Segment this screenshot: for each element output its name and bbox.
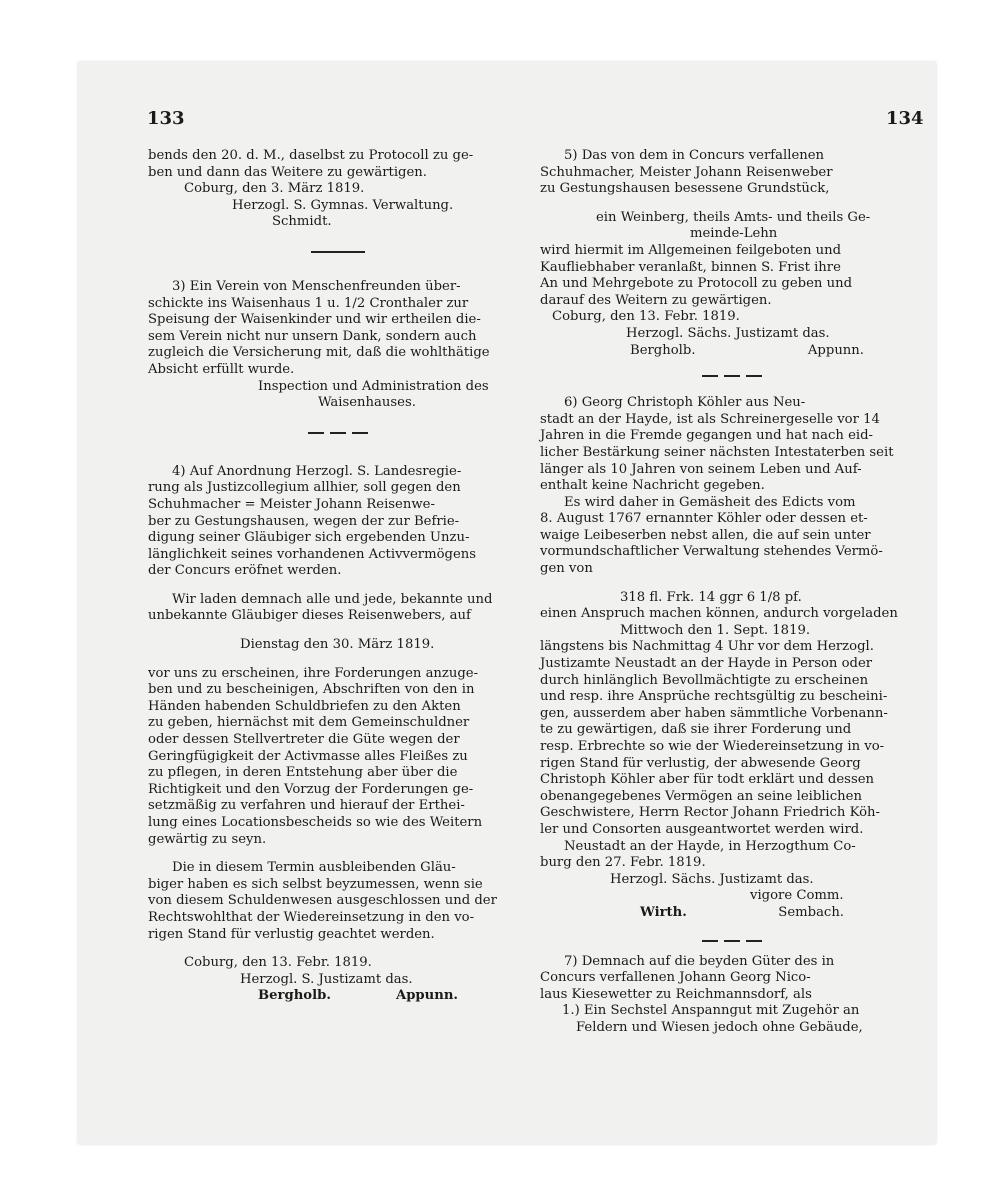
text-line: obenangegebenes Vermögen an seine leiblichen xyxy=(540,788,862,804)
text-line: enthalt keine Nachricht gegeben. xyxy=(540,478,765,494)
text-line: durch hinlänglich Bevollmächtigte zu erscheinen xyxy=(540,672,869,688)
text-line: ben und zu bescheinigen, Abschriften von den in xyxy=(148,682,475,698)
text-line: Speisung der Waisenkinder und wir ertheilen die- xyxy=(148,312,481,328)
text-line: licher Bestärkung seiner nächsten Intestaterben seit xyxy=(540,444,894,460)
text-line: zu Gestungshausen besessene Grundstück, xyxy=(540,181,830,197)
text-line: ler und Consorten ausgeantwortet werden wird. xyxy=(540,821,864,837)
text-line: von diesem Schuldenwesen ausgeschlossen und der xyxy=(148,893,497,909)
text-line: vormundschaftlicher Verwaltung stehendes Vermö- xyxy=(540,544,883,560)
text-line: laus Kiesewetter zu Reichmannsdorf, als xyxy=(540,986,812,1002)
notice-5 xyxy=(540,148,924,359)
section-divider xyxy=(148,432,528,434)
text-line: vor uns zu erscheinen, ihre Forderungen anzuge- xyxy=(148,665,479,681)
text-line: einen Anspruch machen können, andurch vorgeladen xyxy=(540,606,898,622)
text-line: Die in diesem Termin ausbleibenden Gläu- xyxy=(172,860,456,876)
signatory: Appunn. xyxy=(395,988,458,1004)
issuing-office: Herzogl. S. Gymnas. Verwaltung. xyxy=(232,197,454,213)
text-line: Wir laden demnach alle und jede, bekannte und xyxy=(172,591,493,607)
text-line: gen von xyxy=(540,561,593,577)
text-line: zugleich die Versicherung mit, daß die wohlthätige xyxy=(148,345,490,361)
text-line: rigen Stand für verlustig, der abwesende Georg xyxy=(540,755,861,771)
issuing-office: Herzogl. S. Justizamt das. xyxy=(240,971,413,987)
signatory: Bergholb. xyxy=(630,342,696,358)
place-date: Coburg, den 3. März 1819. xyxy=(184,181,365,197)
property-item: meinde-Lehn xyxy=(690,226,778,242)
text-line: 6) Georg Christoph Köhler aus Neu- xyxy=(564,395,806,411)
text-line: länglichkeit seines vorhandenen Activvermögens xyxy=(148,546,477,562)
text-line: bends den 20. d. M., daselbst zu Protocoll zu ge- xyxy=(148,148,474,163)
text-line: 3) Ein Verein von Menschenfreunden über- xyxy=(172,278,461,294)
issuing-office: Waisenhauses. xyxy=(318,395,416,411)
text-line: Justizamte Neustadt an der Hayde in Person oder xyxy=(540,656,873,672)
text-line: ben und dann das Weitere zu gewärtigen. xyxy=(148,164,427,180)
text-line: 4) Auf Anordnung Herzogl. S. Landesregie- xyxy=(172,463,462,479)
text-line: resp. Erbrechte so wie der Wiedereinsetzung in vo- xyxy=(540,739,885,754)
section-divider xyxy=(148,251,528,253)
text-line: stadt an der Hayde, ist als Schreinergeselle vor 14 xyxy=(540,411,880,427)
text-line: An und Mehrgebote zu Protocoll zu geben und xyxy=(540,276,853,292)
text-line: wird hiermit im Allgemeinen feilgeboten und xyxy=(540,242,842,258)
text-line: Schuhmacher = Meister Johann Reisenwe- xyxy=(148,496,435,512)
text-line: 5) Das von dem in Concurs verfallenen xyxy=(564,148,825,163)
page-number-left: 133 xyxy=(147,108,185,129)
text-line: Absicht erfüllt wurde. xyxy=(148,361,295,377)
signatory: Appunn. xyxy=(807,342,864,358)
right-column xyxy=(540,148,924,1037)
notice-3 xyxy=(148,279,528,412)
text-line: zu geben, hiernächst mit dem Gemeinschuldner xyxy=(148,715,470,731)
notice-continuation xyxy=(148,148,528,231)
text-line: der Concurs eröfnet werden. xyxy=(148,563,342,579)
text-line: oder dessen Stellvertreter die Güte wegen der xyxy=(148,732,460,748)
place-date: Coburg, den 13. Febr. 1819. xyxy=(552,309,740,325)
property-item: Feldern und Wiesen jedoch ohne Gebäude, xyxy=(576,1019,863,1035)
text-line: waige Leibeserben nebst allen, die auf sein unter xyxy=(540,527,871,543)
property-item: 1.) Ein Sechstel Anspanngut mit Zugehör an xyxy=(562,1003,860,1019)
text-line: schickte ins Waisenhaus 1 u. 1/2 Cronthaler zur xyxy=(148,295,469,311)
section-divider xyxy=(540,940,924,942)
text-line: zu pflegen, in deren Entstehung aber über die xyxy=(148,765,458,781)
text-line: Geschwistere, Herrn Rector Johann Friedrich Köh- xyxy=(540,805,880,821)
text-line: längstens bis Nachmittag 4 Uhr vor dem Herzogl. xyxy=(540,639,874,655)
text-line: rung als Justizcollegium allhier, soll gegen den xyxy=(148,480,461,496)
page-number-right: 134 xyxy=(886,108,924,129)
signatory: Schmidt. xyxy=(272,214,332,230)
signatory: Bergholb. xyxy=(258,988,331,1004)
text-line: setzmäßig zu verfahren und hierauf der Erthei- xyxy=(148,798,465,814)
place-date: Coburg, den 13. Febr. 1819. xyxy=(184,955,372,971)
signatory: Sembach. xyxy=(778,904,844,920)
text-line: gewärtig zu seyn. xyxy=(148,831,267,847)
section-divider xyxy=(540,375,924,377)
text-line: sem Verein nicht nur unsern Dank, sondern auch xyxy=(148,328,477,344)
text-line: Geringfügigkeit der Activmasse alles Fleißes zu xyxy=(148,748,468,764)
text-line: und resp. ihre Ansprüche rechtsgültig zu bescheini- xyxy=(540,689,888,705)
text-line: lung eines Locationsbescheids so wie des Weitern xyxy=(148,815,483,830)
text-line: darauf des Weitern zu gewärtigen. xyxy=(540,292,772,308)
left-column xyxy=(148,148,528,1005)
notice-7 xyxy=(540,954,924,1037)
text-line: Jahren in die Fremde gegangen und hat nach eid- xyxy=(540,428,873,444)
text-line: Richtigkeit und den Vorzug der Forderungen ge- xyxy=(148,781,474,797)
signatures xyxy=(148,988,528,1005)
text-line: rigen Stand für verlustig geachtet werden. xyxy=(148,926,435,942)
place-date: burg den 27. Febr. 1819. xyxy=(540,855,706,871)
text-line: biger haben es sich selbst beyzumessen, wenn sie xyxy=(148,876,483,892)
text-line: 8. August 1767 ernannter Köhler oder dessen et- xyxy=(540,511,868,527)
text-line: Händen habenden Schuldbriefen zu den Akten xyxy=(148,698,461,714)
signatures xyxy=(540,905,924,922)
text-line: unbekannte Gläubiger dieses Reisenwebers, auf xyxy=(148,608,471,624)
signatory: Wirth. xyxy=(640,904,687,920)
issuing-office: Herzogl. Sächs. Justizamt das. xyxy=(626,325,830,341)
text-line: gen, ausserdem aber haben sämmtliche Vorbenann- xyxy=(540,705,888,721)
text-line: länger als 10 Jahren von seinem Leben und Auf- xyxy=(540,461,862,477)
notice-4 xyxy=(148,464,528,1005)
text-line: Schuhmacher, Meister Johann Reisenweber xyxy=(540,164,833,180)
text-line: te zu gewärtigen, daß sie ihrer Forderung und xyxy=(540,722,852,738)
text-line: Es wird daher in Gemäsheit des Edicts vom xyxy=(564,494,856,510)
text-line: Rechtswohlthat der Wiedereinsetzung in den vo- xyxy=(148,909,475,925)
claim-amount: 318 fl. Frk. 14 ggr 6 1/8 pf. xyxy=(620,589,802,605)
text-line: 7) Demnach auf die beyden Güter des in xyxy=(564,953,835,969)
notice-6 xyxy=(540,395,924,921)
vigore-commission: vigore Comm. xyxy=(750,888,844,904)
issuing-office: Herzogl. Sächs. Justizamt das. xyxy=(610,871,814,887)
hearing-date: Dienstag den 30. März 1819. xyxy=(240,637,435,653)
text-line: Concurs verfallenen Johann Georg Nico- xyxy=(540,970,811,986)
issuing-office: Inspection und Administration des xyxy=(258,378,489,394)
text-line: Christoph Köhler aber für todt erklärt und dessen xyxy=(540,772,875,788)
property-item: ein Weinberg, theils Amts- und theils Ge- xyxy=(596,209,871,225)
text-line: ber zu Gestungshausen, wegen der zur Befrie- xyxy=(148,513,460,529)
text-line: Kaufliebhaber veranlaßt, binnen S. Frist ihre xyxy=(540,259,841,275)
text-line: digung seiner Gläubiger sich ergebenden Unzu- xyxy=(148,530,470,546)
place-date: Neustadt an der Hayde, in Herzogthum Co- xyxy=(564,838,856,854)
signatures xyxy=(540,343,924,360)
hearing-date: Mittwoch den 1. Sept. 1819. xyxy=(620,622,811,638)
